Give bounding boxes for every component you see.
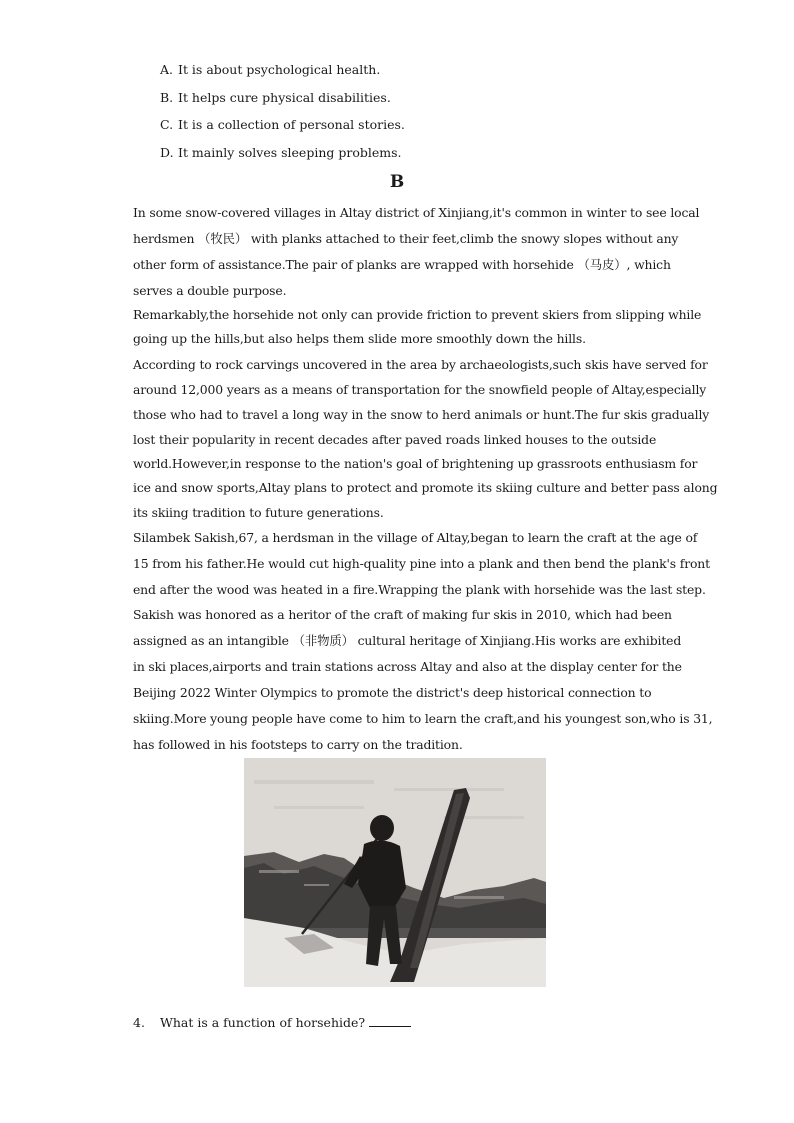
option-c <box>160 115 405 143</box>
option-text: It helps cure physical disabilities. <box>178 89 391 105</box>
passage-line: skiing.More young people have come to him to learn the craft,and his youngest son,who is 31, <box>133 710 713 726</box>
option-a <box>160 60 405 88</box>
question-4 <box>133 1014 411 1030</box>
passage-line: in ski places,airports and train stations across Altay and also at the display center for the <box>133 659 682 675</box>
passage-line: In some snow-covered villages in Altay district of Xinjiang,it's common in winter to see local <box>133 205 700 220</box>
passage-line: 15 from his father.He would cut high-quality pine into a plank and then bend the plank's front <box>133 556 710 572</box>
answer-blank[interactable] <box>369 1014 411 1027</box>
question-text: What is a function of horsehide? <box>160 1015 366 1030</box>
passage-line: going up the hills,but also helps them slide more smoothly down the hills. <box>133 331 586 347</box>
question-number: 4. <box>133 1015 145 1030</box>
passage-line: Remarkably,the horsehide not only can provide friction to prevent skiers from slipping while <box>133 306 702 322</box>
option-letter: B. <box>160 89 174 105</box>
section-title: B <box>389 172 405 192</box>
passage-line: end after the wood was heated in a fire.Wrapping the plank with horsehide was the last step. <box>133 581 706 597</box>
option-b <box>160 88 405 116</box>
passage-line: ice and snow sports,Altay plans to protect and promote its skiing culture and better pass along <box>133 480 718 496</box>
option-d <box>160 143 405 171</box>
passage-line: other form of assistance.The pair of planks are wrapped with horsehide （马皮）, which <box>133 257 671 273</box>
passage-line: Sakish was honored as a heritor of the craft of making fur skis in 2010, which had been <box>133 606 672 622</box>
option-letter: A. <box>160 62 174 77</box>
passage-line: its skiing tradition to future generations. <box>133 504 384 520</box>
passage-line: has followed in his footsteps to carry on the tradition. <box>133 737 463 753</box>
passage-line: According to rock carvings uncovered in the area by archaeologists,such skis have served for <box>133 356 708 372</box>
option-letter: C. <box>160 117 174 133</box>
passage-line: those who had to travel a long way in the snow to herd animals or hunt.The fur skis gradually <box>133 407 710 423</box>
answer-options <box>160 60 405 171</box>
passage-line: world.However,in response to the nation's goal of brightening up grassroots enthusiasm for <box>133 456 698 472</box>
reading-passage <box>133 200 718 758</box>
passage-line: assigned as an intangible （非物质） cultural heritage of Xinjiang.His works are exhibited <box>133 633 682 649</box>
passage-line: Silambek Sakish,67, a herdsman in the village of Altay,began to learn the craft at the age of <box>133 530 698 546</box>
passage-line: Beijing 2022 Winter Olympics to promote the district's deep historical connection to <box>133 684 652 700</box>
passage-line: herdsmen （牧民） with planks attached to their feet,climb the snowy slopes without any <box>133 231 679 247</box>
option-letter: D. <box>160 145 174 161</box>
passage-line: serves a double purpose. <box>133 282 287 298</box>
herdsman-skiing-photo <box>244 758 546 987</box>
option-text: It is a collection of personal stories. <box>178 117 405 133</box>
option-text: It mainly solves sleeping problems. <box>178 145 402 161</box>
passage-line: lost their popularity in recent decades after paved roads linked houses to the outside <box>133 431 657 447</box>
passage-line: around 12,000 years as a means of transportation for the snowfield people of Altay,especially <box>133 382 707 398</box>
option-text: It is about psychological health. <box>178 62 381 77</box>
